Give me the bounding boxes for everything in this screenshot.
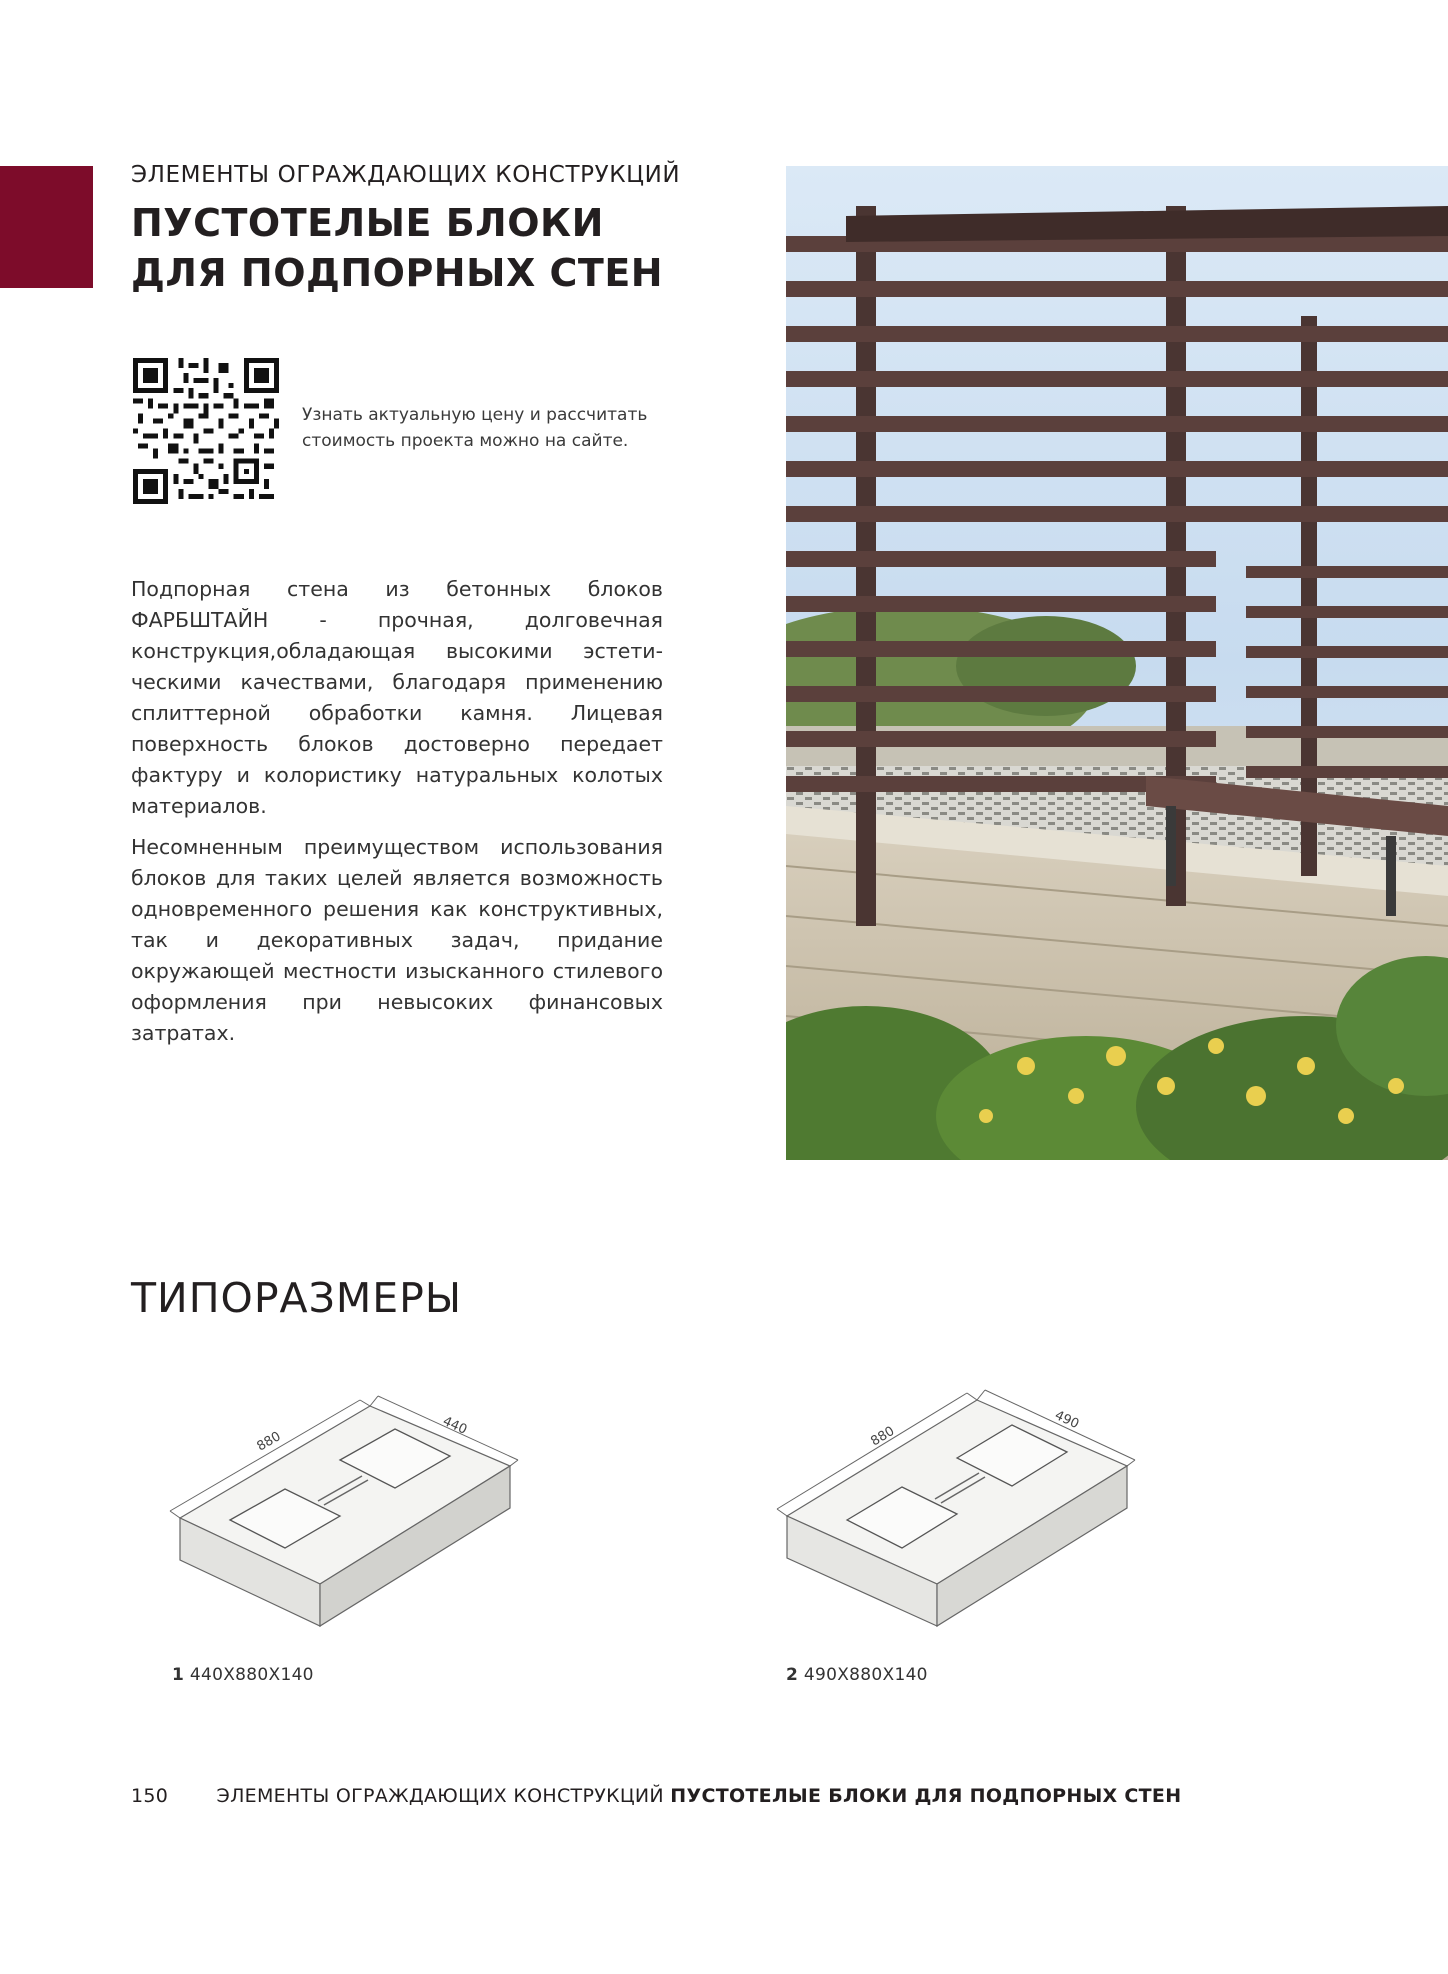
qr-caption-line-2: стоимость проекта можно на сайте. — [302, 431, 629, 451]
block-2-length-label: 880 — [868, 1423, 898, 1450]
block-1-length-label: 880 — [254, 1429, 284, 1455]
block-diagram-2 — [762, 1356, 1162, 1636]
block-diagram-1 — [160, 1356, 560, 1636]
description-paragraph-2: Несомненным преимуществом использования блоков для таких целей является возможность одновременного решения как конструктивных, так и декоративных задач, придание окружающей местности изысканного стилевого оформления при невысоких финансовых затратах. — [131, 835, 663, 1045]
footer-title: ПУСТОТЕЛЫЕ БЛОКИ ДЛЯ ПОДПОРНЫХ СТЕН — [670, 1785, 1182, 1807]
block-2-size: 490X880X140 — [803, 1665, 928, 1685]
description-paragraph-1: Подпорная стена из бетонных блоков ФАРБШТАЙН - прочная, долговечная конструкция,обладающая высокими эстетическими качествами, благодаря применению сплиттерной обработки камня. Лицевая поверхность блоков достоверно передает фактуру и колористику натуральных колотых материалов. — [131, 577, 663, 818]
page-footer — [131, 1785, 1181, 1807]
block-2-width-label: 490 — [1052, 1408, 1082, 1433]
section-label: ЭЛЕМЕНТЫ ОГРАЖДАЮЩИХ КОНСТРУКЦИЙ — [131, 162, 681, 188]
page-title — [131, 198, 663, 298]
qr-caption-line-1: Узнать актуальную цену и рассчитать — [302, 405, 648, 425]
block-1-width-label: 440 — [440, 1413, 470, 1438]
block-1-number: 1 — [172, 1665, 185, 1685]
block-caption-1 — [172, 1665, 314, 1685]
accent-bar — [0, 166, 93, 288]
description — [131, 574, 663, 1059]
footer-section: ЭЛЕМЕНТЫ ОГРАЖДАЮЩИХ КОНСТРУКЦИЙ — [216, 1785, 664, 1807]
qr-caption — [302, 402, 647, 454]
page-number: 150 — [131, 1785, 169, 1807]
qr-code-icon[interactable] — [133, 358, 279, 504]
block-caption-2 — [786, 1665, 928, 1685]
title-line-2: ДЛЯ ПОДПОРНЫХ СТЕН — [131, 251, 664, 295]
sizes-heading: ТИПОРАЗМЕРЫ — [131, 1274, 463, 1322]
block-1-size: 440X880X140 — [189, 1665, 314, 1685]
pergola-photo — [786, 166, 1448, 1160]
title-line-1: ПУСТОТЕЛЫЕ БЛОКИ — [131, 201, 604, 245]
block-2-number: 2 — [786, 1665, 799, 1685]
